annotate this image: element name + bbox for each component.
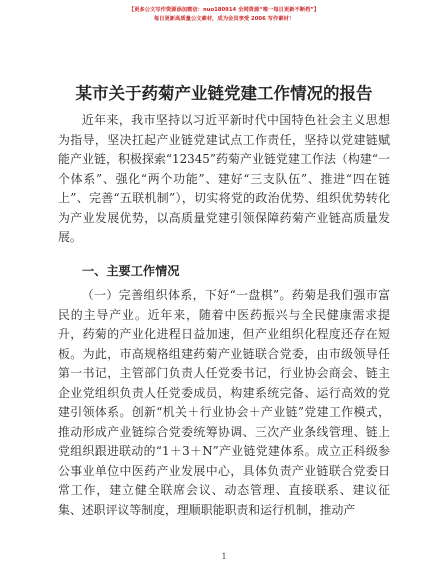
document-title: 某市关于药菊产业链党建工作情况的报告	[75, 84, 373, 103]
page-number: 1	[221, 552, 227, 561]
intro-paragraph: 近年来，我市坚持以习近平新时代中国特色社会主义思想为指导，坚决扛起产业链党建试点工作责任，坚持以党建链赋能产业链，积极探索“12345”药菊产业链党建工作法（构建“一个体系”、强化“两个功能”、建好“三支队伍”、推进“四在链上”、完善“五联机制”），切实将党的政治优势、组织优势转化为产业发展优势，以高质量党建引领保障药菊产业链高质量发展。	[58, 113, 390, 244]
section-heading: 一、主要工作情况	[82, 264, 180, 278]
promo-banner	[0, 6, 448, 24]
section-paragraph: （一）完善组织体系，下好“一盘棋”。药菊是我们强市富民的主导产业。近年来，随着中医药振兴与全民健康需求提升，药菊的产业化进程日益加速，但产业组织化程度还存在短板。为此，市高规格组建药菊产业链联合党委，由市级领导任第一书记，主管部门负责人任党委书记，行业协会商会、链主企业党组织负责人任党委成员，构建系统完备、运行高效的党建引领体系。创新“机关＋行业协会＋产业链”党建工作模式，推动形成产业链综合党委统筹协调、三次产业条线管理、链上党组织跟进联动的“1＋3＋N”产业链党建体系。成立正科级参公事业单位中医药产业发展中心，具体负责产业链联合党委日常工作，建立健全联席会议、动态管理、直接联系、建议征集、述职评议等制度，理顺职能职责和运行机制，推动产	[58, 288, 390, 517]
promo-banner-line1: 【更多公文写作资源添加微信：nuo180914 全网资源“唯一每日更新不断档”】	[128, 7, 320, 13]
promo-banner-line2: 每日更新高质量公文素材，成为会员享受 2006 写作素材！	[153, 16, 295, 22]
